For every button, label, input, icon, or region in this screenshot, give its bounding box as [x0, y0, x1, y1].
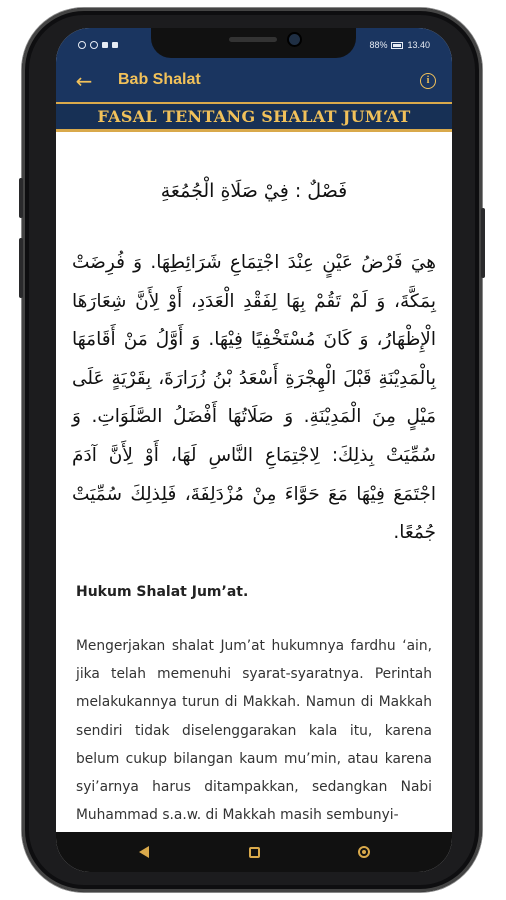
speaker: [229, 37, 277, 42]
volume-button: [19, 178, 23, 218]
app-bar: [56, 60, 452, 102]
section-header: FASAL TENTANG SHALAT JUM‘AT: [56, 102, 452, 132]
arabic-text: هِيَ فَرْضُ عَيْنٍ عِنْدَ اجْتِمَاعِ شَرَائِطِهَا. وَ فُرِضَتْ بِمَكَّةَ، وَ لَمْ تَقُمْ بِهَا لِفَقْدِ الْعَدَدِ، أَوْ لِأَنَّ شِعَارَهَا الْإِظْهَارُ، وَ كَانَ مُسْتَخْفِيًا فِيْهَا. وَ أَوَّلُ مَنْ أَقَامَهَا بِالْمَدِيْنَةِ قَبْلَ الْهِجْرَةِ أَسْعَدُ بْنُ زُرَارَةَ، بِقَرْيَةٍ عَلَى مَيْلٍ مِنَ الْمَدِيْنَةِ. وَ صَلَاتُهَا أَفْضَلُ الصَّلَوَاتِ. وَ سُمِّيَتْ بِذلِكَ: لِاجْتِمَاعِ النَّاسِ لَهَا، أَوْ لِأَنَّ آدَمَ اجْتَمَعَ فِيْهَا مَعَ حَوَّاءَ مِنْ مُزْدَلِفَةَ، فَلِذلِكَ سُمِّيَتْ جُمُعًا.: [72, 252, 436, 544]
battery-percent: 88%: [369, 40, 388, 50]
clock: 13.40: [407, 40, 430, 50]
back-arrow-icon[interactable]: ←: [75, 69, 93, 93]
sync-icon: [78, 41, 86, 49]
nav-back-icon[interactable]: [134, 842, 154, 862]
arabic-title: فَصْلٌ : فِيْ صَلَاةِ الْجُمُعَةِ: [160, 180, 348, 202]
nav-recent-icon[interactable]: [354, 842, 374, 862]
power-button: [481, 208, 485, 278]
battery-icon: [391, 42, 403, 49]
navigation-bar: [56, 832, 452, 872]
volume-down-button: [19, 238, 23, 298]
camera: [289, 34, 300, 45]
notch: [151, 28, 356, 58]
app-title: Bab Shalat: [118, 71, 201, 88]
translation-text: Mengerjakan shalat Jum’at hukumnya fardhu ‘ain, jika telah memenuhi syarat-syaratnya. Perintah melakukannya turun di Makkah. Namun di Makkah sendiri tidak diselenggarakan kala itu, karena belum cukup bilangan kaum mu’min, atau karena syi’arnya harus ditampakkan, sedangkan Nabi Muhammad s.a.w. di Makkah masih sembunyi-: [76, 638, 432, 824]
notification-icon: [102, 42, 108, 48]
phone-screen: [56, 28, 452, 872]
info-icon[interactable]: i: [420, 73, 436, 89]
content-area[interactable]: [56, 132, 452, 832]
translation-heading: Hukum Shalat Jum’at.: [76, 584, 249, 600]
wifi-icon: [112, 42, 118, 48]
nav-home-icon[interactable]: [244, 842, 264, 862]
status-icons: [78, 41, 118, 49]
status-right: [369, 40, 430, 50]
alarm-icon: [90, 41, 98, 49]
